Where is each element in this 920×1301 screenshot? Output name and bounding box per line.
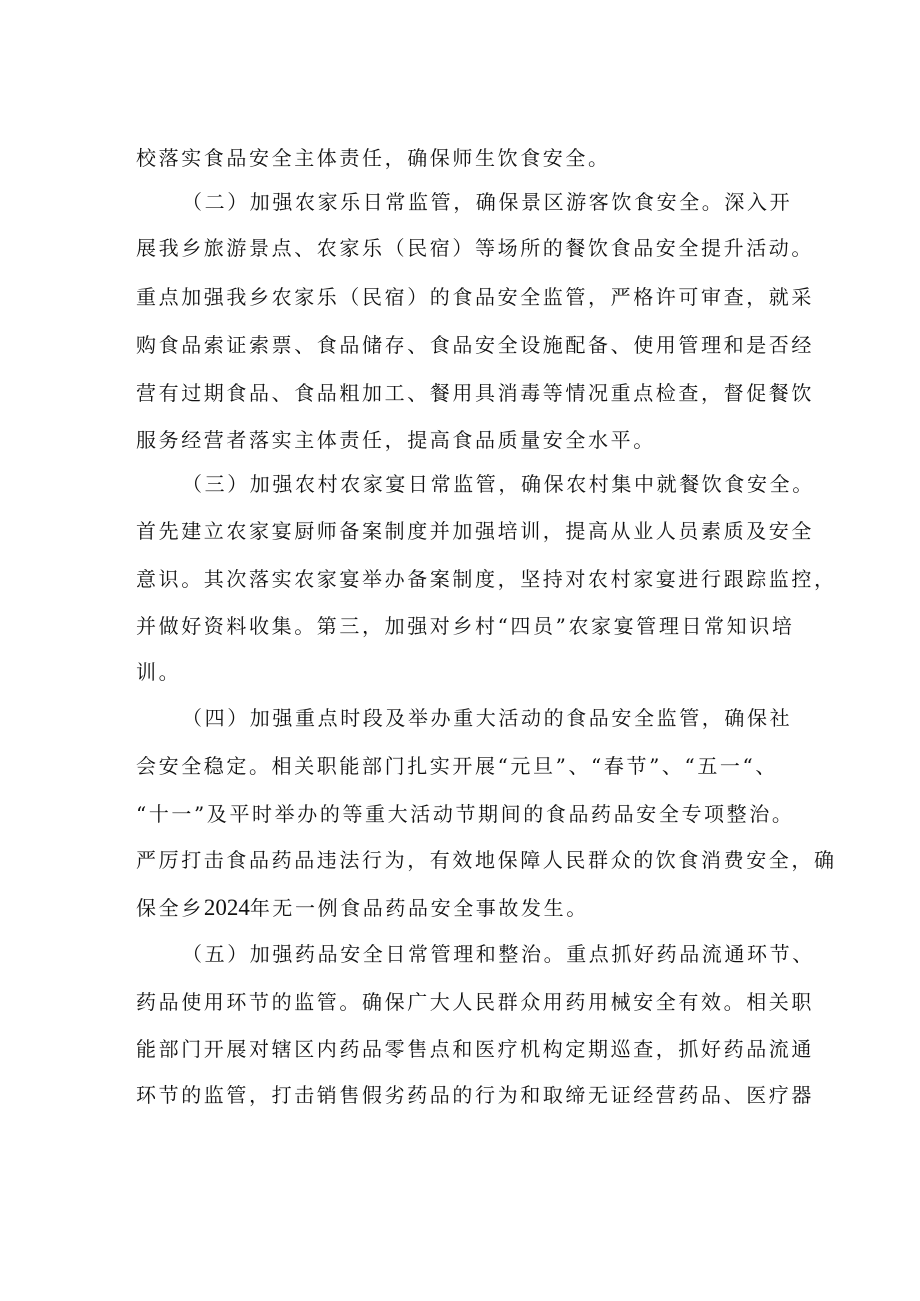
text-fragment: 保全乡 <box>136 896 204 920</box>
text-line: 意识。其次落实农家宴举办备案制度，坚持对农村家宴进行跟踪监控， <box>136 567 837 591</box>
section-3-heading-line: （三）加强农村农家宴日常监管，确保农村集中就餐饮食安全。 <box>182 472 815 496</box>
text-line: 能部门开展对辖区内药品零售点和医疗机构定期巡查，抓好药品流通 <box>136 1037 814 1061</box>
year-number: 2024 <box>203 895 250 920</box>
text-line: 首先建立农家宴厨师备案制度并加强培训，提高从业人员素质及安全 <box>136 519 814 543</box>
text-line: 重点加强我乡农家乐（民宿）的食品安全监管，严格许可审查，就采 <box>136 285 814 309</box>
text-line: 药品使用环节的监管。确保广大人民群众用药用械安全有效。相关职 <box>136 990 814 1014</box>
text-line: 校落实食品安全主体责任，确保师生饮食安全。 <box>136 146 611 170</box>
text-line: 严厉打击食品药品违法行为，有效地保障人民群众的饮食消费安全，确 <box>136 848 837 872</box>
section-5-heading-line: （五）加强药品安全日常管理和整治。重点抓好药品流通环节、 <box>182 942 815 966</box>
text-line: 会安全稳定。相关职能部门扎实开展“元旦”、“春节”、“五一“、 <box>136 754 778 778</box>
text-line: 购食品索证索票、食品储存、食品安全设施配备、使用管理和是否经 <box>136 333 814 357</box>
text-line: 营有过期食品、食品粗加工、餐用具消毒等情况重点检查，督促餐饮 <box>136 381 814 405</box>
text-line: 训。 <box>136 660 182 684</box>
text-line: “十一”及平时举办的等重大活动节期间的食品药品安全专项整治。 <box>136 802 795 826</box>
text-line <box>136 896 589 920</box>
section-4-heading-line: （四）加强重点时段及举办重大活动的食品安全监管，确保社 <box>182 706 793 730</box>
text-line: 展我乡旅游景点、农家乐（民宿）等场所的餐饮食品安全提升活动。 <box>136 236 814 260</box>
text-fragment: 年无一例食品药品安全事故发生。 <box>249 896 589 920</box>
text-line: 服务经营者落实主体责任，提高食品质量安全水平。 <box>136 428 656 452</box>
text-line: 环节的监管，打击销售假劣药品的行为和取缔无证经营药品、医疗器 <box>136 1083 814 1107</box>
text-line: 并做好资料收集。第三，加强对乡村“四员”农家宴管理日常知识培 <box>136 614 795 638</box>
section-2-heading-line: （二）加强农家乐日常监管，确保景区游客饮食安全。深入开 <box>182 190 793 214</box>
